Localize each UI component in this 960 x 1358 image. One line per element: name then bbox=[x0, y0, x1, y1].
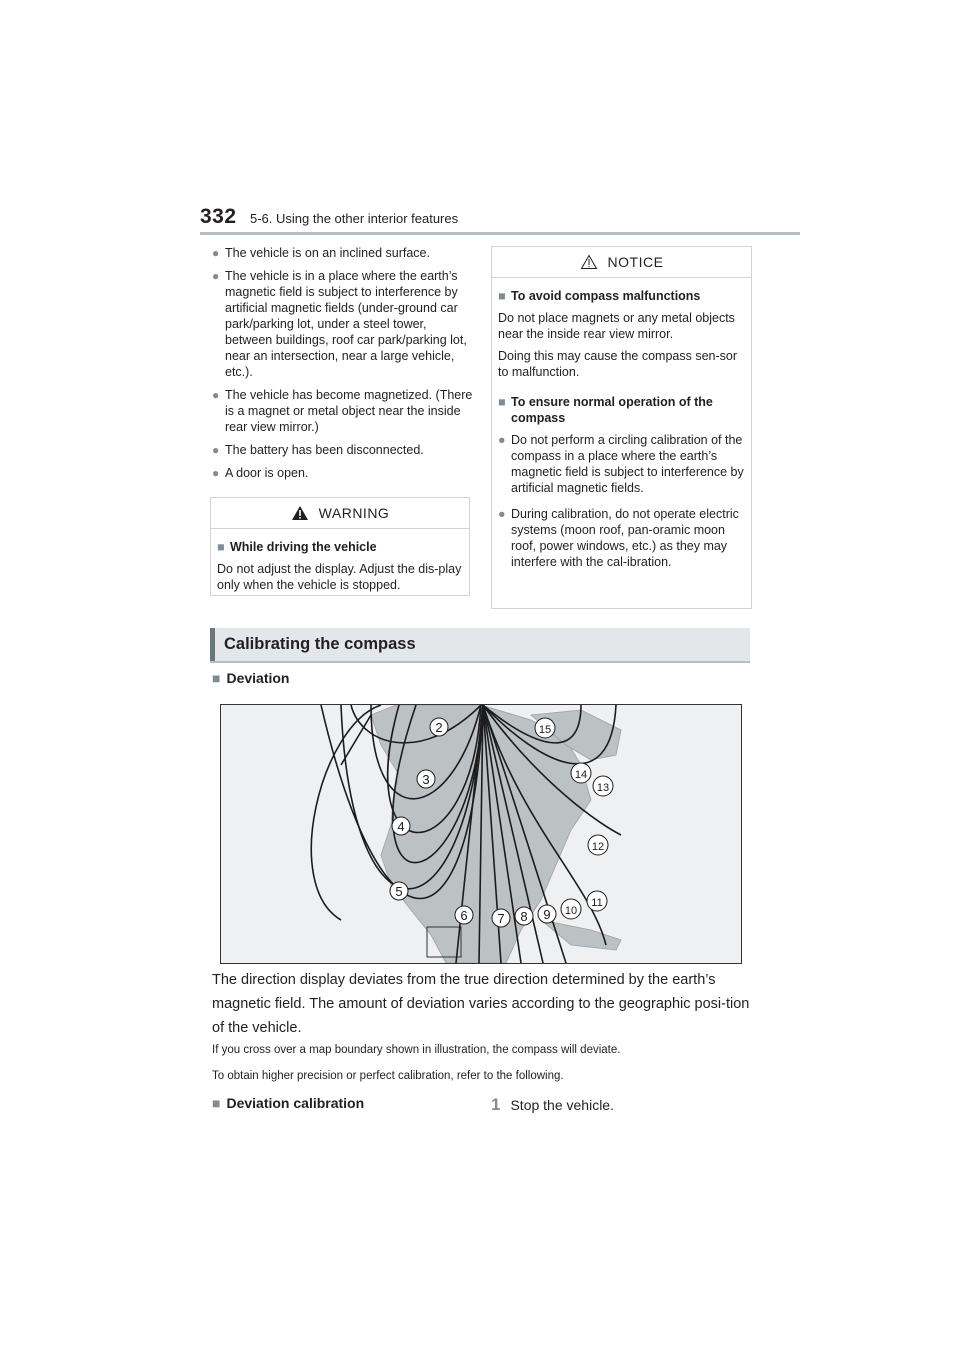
conditions-list bbox=[212, 245, 474, 488]
notice-para-1: Do not place magnets or any metal objects near the inside rear view mirror. bbox=[498, 311, 735, 341]
svg-text:12: 12 bbox=[591, 841, 605, 853]
caution-icon bbox=[580, 254, 598, 270]
deviation-calibration-heading-text: Deviation calibration bbox=[226, 1095, 365, 1111]
notice-bullet-2 bbox=[498, 506, 745, 570]
bullet-text: The vehicle has become magnetized. (There is a magnet or metal object near the inside rear view mirror.) bbox=[225, 388, 473, 434]
zone-label-12 bbox=[588, 835, 608, 855]
zone-label-3 bbox=[417, 770, 435, 788]
zone-label-13 bbox=[593, 776, 613, 796]
zone-map-illustration bbox=[221, 705, 741, 963]
precision-note: To obtain higher precision or perfect calibration, refer to the following. bbox=[212, 1070, 564, 1082]
zone-label-14 bbox=[571, 763, 591, 783]
notice-subhead-1-text: To avoid compass malfunctions bbox=[511, 289, 701, 303]
notice-subhead-2 bbox=[498, 394, 745, 426]
zone-label-4 bbox=[392, 817, 410, 835]
svg-text:8: 8 bbox=[520, 909, 528, 924]
zone-label-15 bbox=[535, 718, 555, 738]
square-bullet-icon: ■ bbox=[498, 289, 506, 303]
bullet-icon: ● bbox=[212, 269, 220, 283]
bullet-icon: ● bbox=[212, 443, 220, 457]
svg-text:7: 7 bbox=[497, 911, 505, 926]
notice-subhead-2-text: To ensure normal operation of the compass bbox=[511, 395, 713, 425]
zone-label-2 bbox=[430, 718, 448, 736]
deviation-heading bbox=[212, 670, 289, 686]
list-item bbox=[212, 387, 474, 435]
svg-text:3: 3 bbox=[422, 772, 430, 787]
warning-subhead-text: While driving the vehicle bbox=[230, 540, 377, 554]
notice-bullet-2-text: During calibration, do not operate electric systems (moon roof, pan-oramic moon roof, power windows, etc.) as they may interfere with the cal-ibration. bbox=[511, 507, 739, 569]
svg-text:9: 9 bbox=[543, 907, 551, 922]
section-heading: Calibrating the compass bbox=[224, 635, 416, 653]
section-heading-bar bbox=[210, 628, 750, 663]
deviation-calibration-heading bbox=[212, 1095, 364, 1111]
warning-box bbox=[210, 497, 470, 596]
step-1 bbox=[491, 1095, 614, 1115]
zone-label-6 bbox=[455, 906, 473, 924]
svg-text:5: 5 bbox=[395, 884, 403, 899]
zone-label-9 bbox=[538, 905, 556, 923]
bullet-icon: ● bbox=[498, 507, 506, 521]
notice-bullet-1 bbox=[498, 432, 745, 496]
bullet-text: The vehicle is on an inclined surface. bbox=[225, 246, 430, 260]
warning-title: WARNING bbox=[318, 505, 390, 521]
warning-subhead bbox=[217, 539, 463, 555]
header-rule bbox=[200, 232, 800, 235]
warning-header bbox=[211, 498, 469, 529]
list-item bbox=[212, 442, 474, 458]
zone-label-8 bbox=[515, 907, 533, 925]
svg-text:15: 15 bbox=[538, 724, 552, 736]
list-item bbox=[212, 465, 474, 481]
notice-bullet-1-text: Do not perform a circling calibration of the compass in a place where the earth’s magnetic field is subject to interference by artificial magnetic fields. bbox=[511, 433, 744, 495]
bullet-text: The vehicle is in a place where the earth’s magnetic field is subject to interference by artificial magnetic fields (under-ground car park/parking lot, under a steel tower, between buildings, roof car park/parking lot, near an intersection, near a large vehicle, etc.). bbox=[225, 269, 467, 379]
svg-text:6: 6 bbox=[460, 908, 468, 923]
zone-label-11 bbox=[587, 891, 607, 911]
svg-text:10: 10 bbox=[564, 905, 578, 917]
deviation-zone-map bbox=[220, 704, 742, 964]
deviation-description: The direction display deviates from the true direction determined by the earth’s magnetic field. The amount of deviation varies according to the geographic posi-tion of the vehicle. bbox=[212, 972, 750, 1036]
notice-box bbox=[491, 246, 752, 609]
svg-text:4: 4 bbox=[397, 819, 405, 834]
zone-label-10 bbox=[561, 899, 581, 919]
zone-label-5 bbox=[390, 882, 408, 900]
heading-accent bbox=[210, 628, 215, 661]
square-bullet-icon: ■ bbox=[498, 395, 506, 409]
step-number: 1 bbox=[491, 1095, 501, 1114]
bullet-text: The battery has been disconnected. bbox=[225, 443, 424, 457]
list-item bbox=[212, 245, 474, 261]
section-title: 5-6. Using the other interior features bbox=[250, 211, 459, 226]
notice-para-2: Doing this may cause the compass sen-sor to malfunction. bbox=[498, 349, 737, 379]
page-number: 332 bbox=[200, 205, 237, 228]
deviation-heading-text: Deviation bbox=[226, 670, 290, 686]
zone-label-7 bbox=[492, 909, 510, 927]
square-bullet-icon: ■ bbox=[212, 670, 221, 686]
bullet-icon: ● bbox=[498, 433, 506, 447]
warning-icon bbox=[291, 505, 309, 521]
list-item bbox=[212, 268, 474, 380]
square-bullet-icon: ■ bbox=[217, 540, 225, 554]
notice-header bbox=[492, 247, 751, 278]
svg-text:2: 2 bbox=[435, 720, 443, 735]
svg-text:14: 14 bbox=[574, 769, 588, 781]
notice-subhead-1 bbox=[498, 288, 745, 304]
step-text: Stop the vehicle. bbox=[510, 1097, 614, 1113]
bullet-icon: ● bbox=[212, 388, 220, 402]
svg-text:13: 13 bbox=[596, 782, 610, 794]
warning-text: Do not adjust the display. Adjust the dis-play only when the vehicle is stopped. bbox=[217, 562, 462, 592]
boundary-note: If you cross over a map boundary shown in illustration, the compass will deviate. bbox=[212, 1044, 621, 1056]
bullet-icon: ● bbox=[212, 246, 220, 260]
square-bullet-icon: ■ bbox=[212, 1095, 221, 1111]
notice-title: NOTICE bbox=[607, 254, 664, 270]
bullet-icon: ● bbox=[212, 466, 220, 480]
bullet-text: A door is open. bbox=[225, 466, 309, 480]
svg-text:11: 11 bbox=[591, 897, 603, 909]
